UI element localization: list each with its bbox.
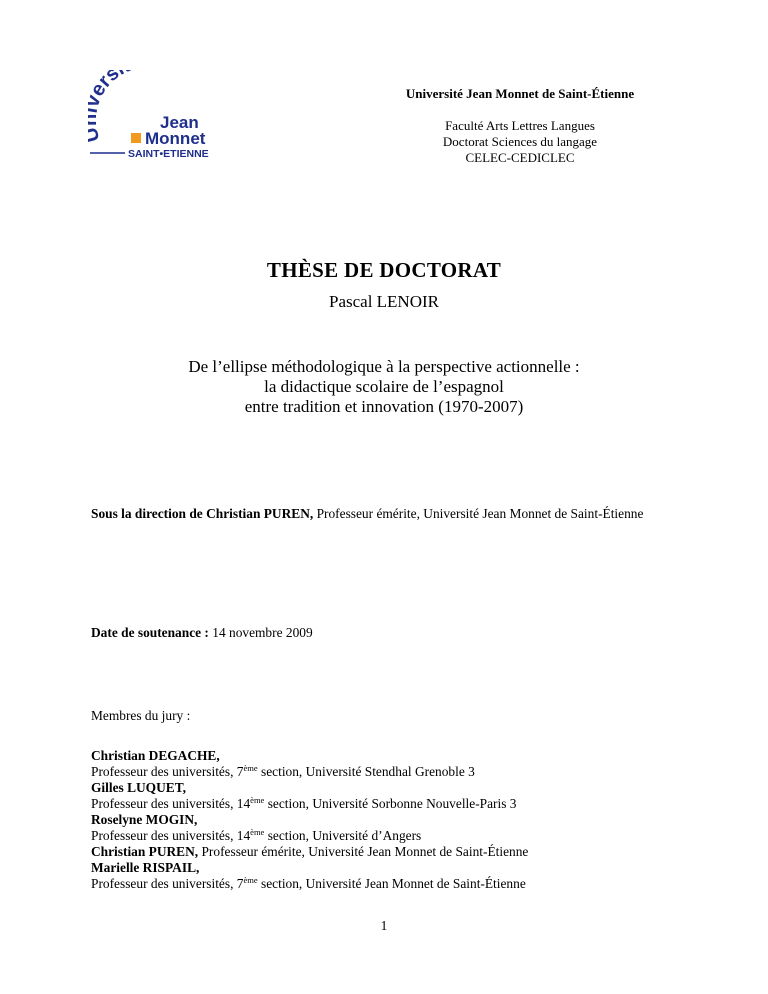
defense-date-label: Date de soutenance : xyxy=(91,625,209,640)
subtitle-line-1: De l’ellipse méthodologique à la perspective actionnelle : xyxy=(188,357,580,376)
defense-date-line xyxy=(91,624,679,641)
page-number: 1 xyxy=(380,918,388,933)
subtitle-line-2: la didactique scolaire de l’espagnol xyxy=(264,377,504,396)
jury-member-role xyxy=(91,764,679,780)
logo-arc-text: ers xyxy=(88,70,124,101)
supervision-label: Sous la direction de Christian PUREN, xyxy=(91,506,314,521)
jury-role-sup: ème xyxy=(243,875,258,885)
jury-role-text: Professeur des universités, 7 xyxy=(91,764,244,779)
faculty-name: Faculté Arts Lettres Langues xyxy=(445,118,595,133)
supervision-text: Professeur émérite, Université Jean Monnet de Saint-Étienne xyxy=(313,506,644,521)
jury-member-role xyxy=(91,876,679,892)
jury-heading: Membres du jury : xyxy=(91,708,191,723)
institution-block xyxy=(370,118,670,166)
jury-list xyxy=(91,748,679,892)
jury-member-name: Marielle RISPAIL, xyxy=(91,860,200,875)
thesis-subtitle xyxy=(0,357,768,417)
jury-role-sup: ème xyxy=(250,795,265,805)
jury-role-text: section, Université Stendhal Grenoble 3 xyxy=(257,764,475,779)
jury-member-role xyxy=(91,796,679,812)
jury-role-text: Professeur des universités, 14 xyxy=(91,796,251,811)
jury-role-sup: ème xyxy=(250,827,265,837)
supervision-paragraph xyxy=(91,505,679,522)
doctorate-name: Doctorat Sciences du langage xyxy=(442,134,598,149)
logo-name-2: Monnet xyxy=(145,129,206,148)
jury-member-name: Roselyne MOGIN, xyxy=(91,812,198,827)
lab-name: CELEC-CEDICLEC xyxy=(465,150,575,165)
thesis-title: THÈSE DE DOCTORAT xyxy=(266,258,502,282)
jury-member-role xyxy=(91,828,679,844)
university-logo-graphic xyxy=(88,70,238,160)
logo-city: SAINT•ETIENNE xyxy=(128,148,209,160)
jury-role-sup: ème xyxy=(243,763,258,773)
jury-member-name: Christian DEGACHE, xyxy=(91,748,220,763)
logo-name-1: Jean xyxy=(160,113,199,132)
jury-member-name: Christian PUREN, xyxy=(91,844,199,859)
university-name: Université Jean Monnet de Saint-Étienne xyxy=(405,86,635,101)
jury-role-text: section, Université Sorbonne Nouvelle-Paris 3 xyxy=(264,796,517,811)
jury-role-text: Professeur des universités, 7 xyxy=(91,876,244,891)
jury-role-text: section, Université Jean Monnet de Saint-Étienne xyxy=(257,876,526,891)
jury-role-text: Professeur des universités, 14 xyxy=(91,828,251,843)
author-name: Pascal LENOIR xyxy=(328,292,439,311)
jury-member-line xyxy=(91,844,679,860)
subtitle-line-3: entre tradition et innovation (1970-2007) xyxy=(244,397,524,416)
university-logo xyxy=(88,70,238,160)
jury-member-name: Gilles LUQUET, xyxy=(91,780,186,795)
logo-square-mark xyxy=(131,133,141,143)
jury-role-text: Professeur émérite, Université Jean Monnet de Saint-Étienne xyxy=(198,844,529,859)
defense-date-value: 14 novembre 2009 xyxy=(208,625,313,640)
jury-role-text: section, Université d’Angers xyxy=(264,828,422,843)
